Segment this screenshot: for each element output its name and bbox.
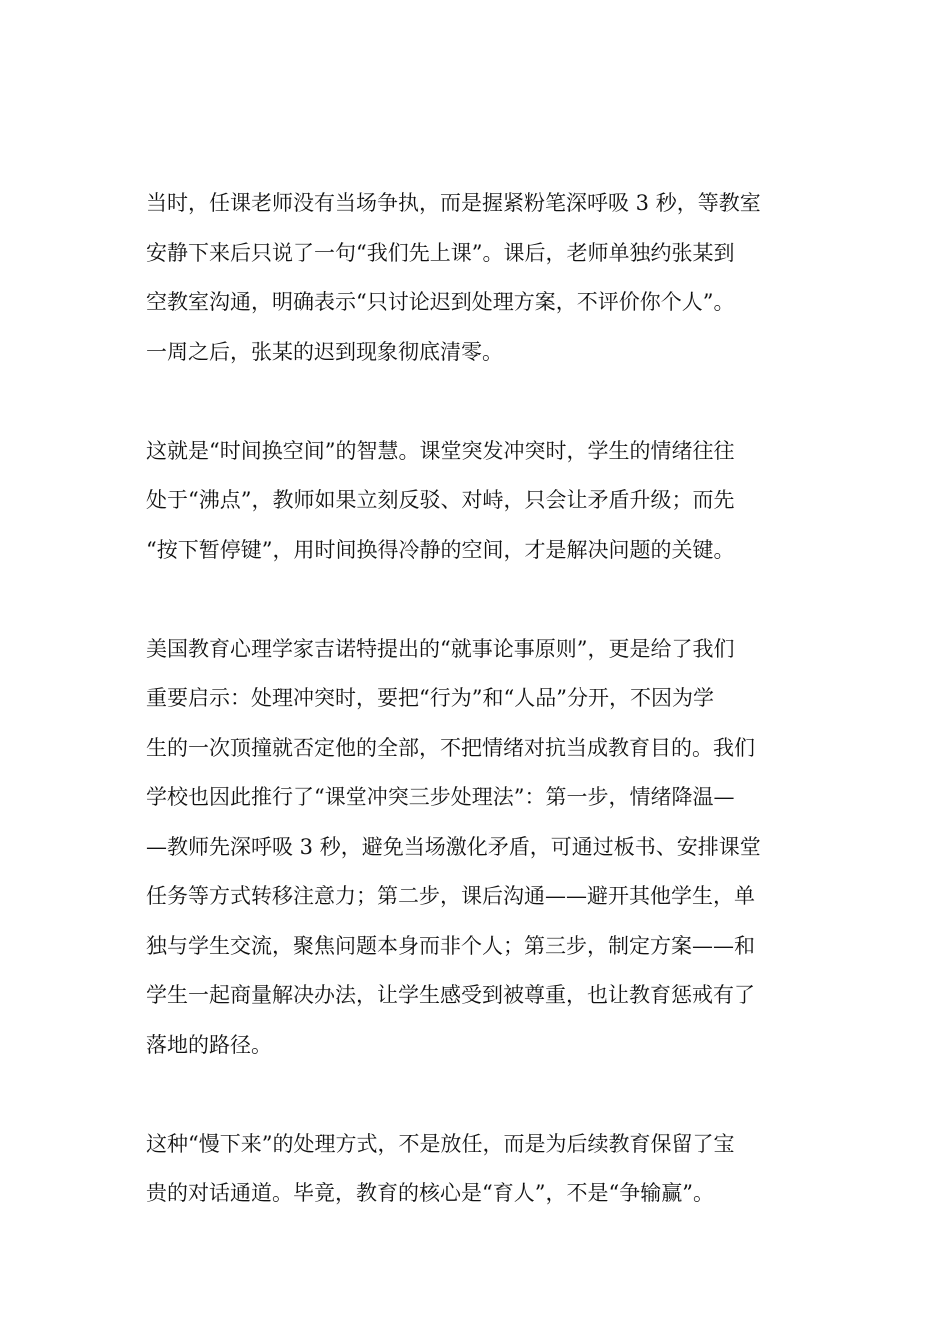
text-line: 安静下来后只说了一句“我们先上课”。课后，老师单独约张某到	[146, 240, 735, 265]
text-line: 一周之后，张某的迟到现象彻底清零。	[146, 339, 503, 364]
paragraph-spacer	[146, 1070, 806, 1120]
text-line: 独与学生交流，聚焦问题本身而非个人；第三步，制定方案——和	[146, 933, 755, 958]
paragraph-3	[146, 625, 806, 1071]
text-line: 落地的路径。	[146, 1032, 272, 1057]
document-body	[146, 179, 806, 1219]
text-line: 当时，任课老师没有当场争执，而是握紧粉笔深呼吸 3 秒，等教室	[146, 191, 761, 215]
paragraph-4	[146, 1120, 806, 1219]
text-line: 任务等方式转移注意力；第二步，课后沟通——避开其他学生，单	[146, 884, 755, 908]
text-line: —教师先深呼吸 3 秒，避免当场激化矛盾，可通过板书、安排课堂	[146, 834, 761, 859]
text-line: 重要启示：处理冲突时，要把“行为”和“人品”分开，不因为学	[146, 686, 714, 710]
text-line: 这就是“时间换空间”的智慧。课堂突发冲突时，学生的情绪往往	[146, 438, 735, 463]
text-line: 贵的对话通道。毕竟，教育的核心是“育人”，不是“争输赢”。	[146, 1181, 714, 1205]
text-line: 这种“慢下来”的处理方式，不是放任，而是为后续教育保留了宝	[146, 1131, 735, 1156]
text-line: 美国教育心理学家吉诺特提出的“就事论事原则”，更是给了我们	[146, 636, 735, 661]
paragraph-spacer	[146, 575, 806, 625]
text-line: 学校也因此推行了“课堂冲突三步处理法”：第一步，情绪降温—	[146, 785, 735, 809]
text-line: 空教室沟通，明确表示“只讨论迟到处理方案，不评价你个人”。	[146, 290, 735, 314]
paragraph-spacer	[146, 377, 806, 427]
text-line: 生的一次顶撞就否定他的全部，不把情绪对抗当成教育目的。我们	[146, 735, 755, 760]
text-line: “按下暂停键”，用时间换得冷静的空间，才是解决问题的关键。	[146, 537, 735, 562]
paragraph-2	[146, 427, 806, 576]
paragraph-1	[146, 179, 806, 377]
text-line: 处于“沸点”，教师如果立刻反驳、对峙，只会让矛盾升级；而先	[146, 488, 735, 512]
text-line: 学生一起商量解决办法，让学生感受到被尊重，也让教育惩戒有了	[146, 983, 755, 1007]
